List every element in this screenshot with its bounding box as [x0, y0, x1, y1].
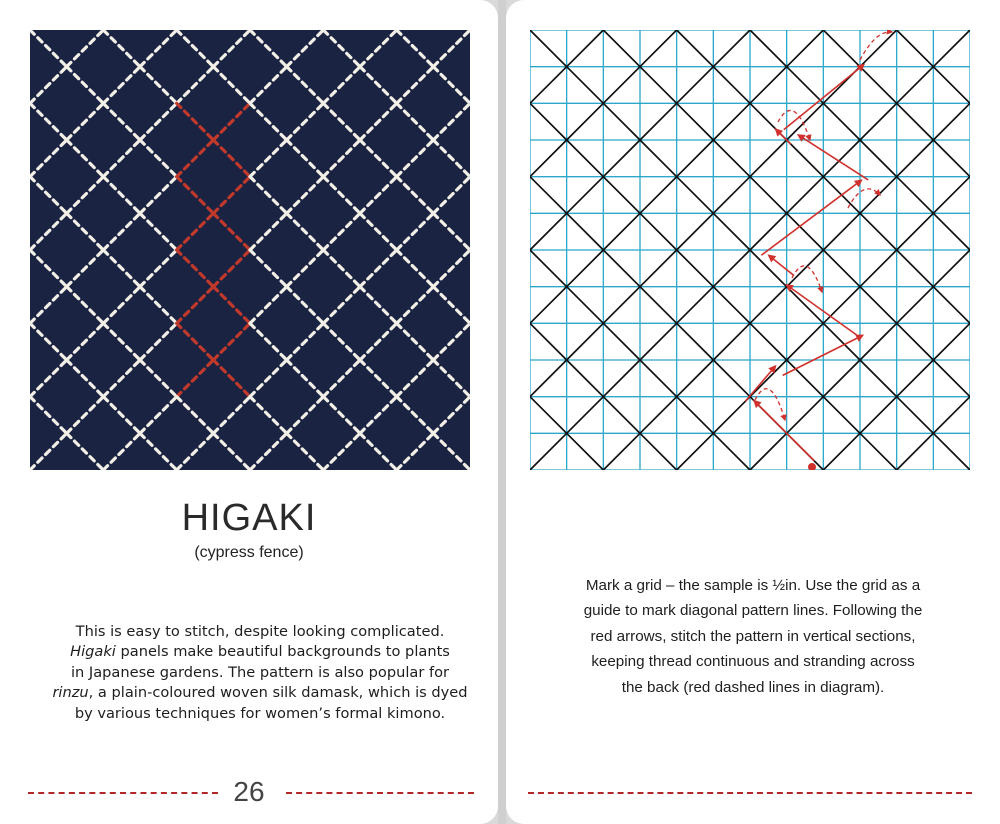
- instructions-line: guide to mark diagonal pattern lines. Following the: [583, 602, 923, 620]
- footer-dash: [528, 792, 972, 794]
- description-paragraph: [20, 622, 500, 724]
- description-line: in Japanese gardens. The pattern is also popular for: [70, 663, 450, 681]
- description-line: by various techniques for women’s formal kimono.: [74, 704, 446, 722]
- stitch-arrow: [776, 129, 791, 144]
- instructions-line: Mark a grid – the sample is ½in. Use the grid as a: [585, 577, 921, 594]
- pattern-subtitle: (cypress fence): [194, 544, 304, 561]
- description-line: Higaki panels make beautiful backgrounds to plants: [70, 643, 450, 661]
- footer-dash-right: [286, 792, 474, 794]
- page-number: 26: [233, 776, 265, 807]
- pattern-title: HIGAKI: [181, 497, 317, 539]
- start-point-dot: [808, 463, 816, 470]
- instructions-line: the back (red dashed lines in diagram).: [621, 678, 885, 696]
- stranding-arrow: [755, 389, 785, 420]
- sashiko-higaki-sample: [30, 30, 470, 470]
- instructions-line: keeping thread continuous and stranding across: [591, 653, 915, 671]
- description-line: rinzu, a plain-coloured woven silk damask, which is dyed: [52, 684, 468, 702]
- book-gutter: [498, 0, 506, 824]
- stranding-arrow: [860, 32, 892, 60]
- stitch-arrow: [787, 285, 857, 335]
- left-page: [0, 0, 498, 824]
- stitch-arrow: [754, 401, 814, 461]
- instructions-line: red arrows, stitch the pattern in vertical sections,: [590, 627, 916, 645]
- instructions-paragraph: [536, 573, 970, 700]
- description-line: This is easy to stitch, despite looking complicated.: [75, 623, 445, 640]
- stitched-sample-photo: [30, 30, 470, 470]
- stitch-arrow: [761, 180, 861, 255]
- stranding-arrow: [792, 266, 822, 292]
- stitch-diagram: [530, 30, 970, 470]
